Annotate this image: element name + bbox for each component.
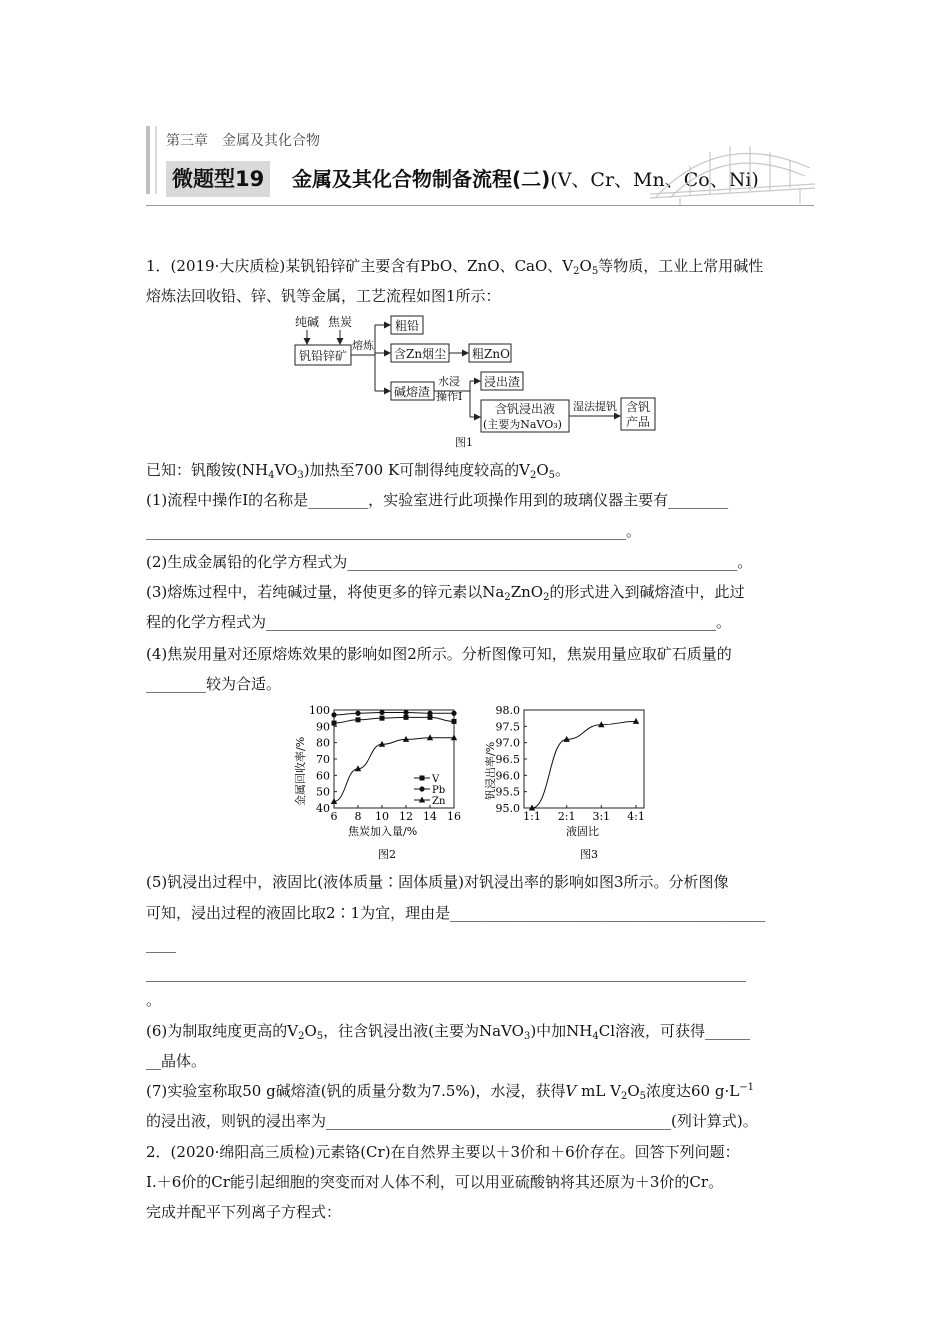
fig2-series-Pb-point (379, 710, 384, 715)
fig2-series-Pb-line (334, 712, 454, 714)
fig2-series-V-point (356, 717, 361, 722)
q1-part3-line1: (3)熔炼过程中，若纯碱过量，将使更多的锌元素以$Na_2ZnO_2$的形式进入到碱熔渣中，此过 (146, 583, 745, 603)
fig2-legend-Zn-label: Zn (432, 796, 446, 807)
fig2-series-Zn-point (451, 734, 457, 740)
header-accent-bar-thin (155, 126, 157, 194)
fig2-ytick-label: 100 (309, 704, 330, 717)
flow-label-crude-pb: 粗铅 (395, 319, 420, 333)
q1-part6-line2: __晶体。 (146, 1052, 207, 1070)
fig2-series-Pb-point (331, 712, 336, 717)
q1-known: 已知：钒酸铵$(NH_4VO_3)$加热至700 K可制得纯度较高的$V_2O_5$。 (146, 461, 571, 481)
fig2-ytick-label: 80 (316, 736, 330, 750)
fig3-series-line (532, 721, 636, 808)
flow-label-wet: 湿法提钒 (573, 400, 617, 413)
fig2-series-V-point (332, 721, 337, 726)
fig2-series-Zn-point (427, 734, 433, 740)
fig2-legend-Pb-marker (419, 786, 424, 791)
page-title-main: 金属及其化合物制备流程(二) (292, 167, 551, 191)
fig2-xtick-label: 12 (399, 810, 413, 823)
q1-part5-line1: (5)钒浸出过程中，液固比(液体质量∶固体质量)对钒浸出率的影响如图3所示。分析图像 (146, 873, 729, 891)
fig2-caption: 图2 (378, 848, 396, 861)
q1-part4-line2: ________较为合适。 (146, 675, 282, 693)
fig2-legend-V-marker (420, 776, 425, 781)
q1-part3-line2: 程的化学方程式为____________________________________________________________。 (146, 613, 732, 631)
fig3-xtick-label: 2:1 (557, 810, 576, 823)
fig3-xtick-label: 3:1 (592, 810, 611, 823)
figure-1-flowchart (290, 312, 660, 452)
flow-label-slag: 碱熔渣 (394, 385, 431, 399)
fig2-ytick-label: 70 (316, 753, 330, 766)
figure-2-chart (290, 700, 470, 865)
q1-part5-line2: 可知，浸出过程的液固比取2∶1为宜，理由是__________________________________________ (146, 904, 766, 922)
q1-part7-line2: 的浸出液，则钒的浸出率为______________________________________________(列计算式)。 (146, 1112, 758, 1130)
fig2-legend-V-label: V (432, 774, 440, 785)
flow-label-liquor: 含钒浸出液 (495, 402, 556, 416)
fig3-ytick-label: 97.0 (495, 736, 520, 750)
q1-part5-line5: 。 (146, 991, 162, 1009)
q1-part5-line4: ________________________________________________________________________________ (146, 964, 746, 982)
flow-label-residue: 浸出渣 (484, 375, 521, 389)
flow-label-liquor-sub: (主要为NaVO₃) (483, 418, 562, 431)
flow-label-product1: 含钒 (626, 400, 651, 414)
fig2-series-Pb-point (355, 711, 360, 716)
q1-part2: (2)生成金属铅的化学方程式为____________________________________________________。 (146, 553, 753, 571)
q1-intro-line1: 1．(2019·大庆质检)某钒铅锌矿主要含有PbO、ZnO、CaO、$V_2O_5$等物质，工业上常用碱性 (146, 257, 764, 277)
page-title-sub: (V、Cr、Mn、Co、Ni) (550, 169, 759, 191)
question-type-tag: 微题型19 (166, 161, 270, 197)
q1-part1-line1: (1)流程中操作Ⅰ的名称是________，实验室进行此项操作用到的玻璃仪器主要有________ (146, 491, 729, 509)
fig2-series-Pb-point (403, 710, 408, 715)
chapter-label: 第三章 金属及其化合物 (166, 133, 320, 149)
flow-input-soda: 纯碱 (295, 315, 320, 329)
flow-label-zn-dust: 含Zn烟尘 (394, 347, 447, 361)
flow-label-smelt: 熔炼 (352, 339, 374, 352)
q2-line3: 完成并配平下列离子方程式： (146, 1203, 342, 1221)
fig2-xtick-label: 10 (375, 810, 389, 823)
fig3-ytick-label: 96.0 (495, 769, 520, 783)
fig2-ytick-label: 90 (316, 720, 330, 734)
header-divider (146, 205, 814, 206)
header-accent-bar (146, 126, 150, 194)
flow-label-operation: 操作Ⅰ (436, 390, 463, 403)
fig2-ytick-label: 60 (316, 769, 330, 783)
fig2-ytick-label: 40 (316, 802, 330, 815)
flow-label-ore: 钒铅锌矿 (299, 349, 348, 363)
fig2-series-Pb-point (451, 711, 456, 716)
fig2-xtick-label: 6 (330, 810, 338, 823)
fig2-series-V-point (380, 716, 385, 721)
fig3-ylabel: 钒浸出率/% (484, 741, 497, 800)
fig2-xlabel: 焦炭加入量/% (348, 825, 418, 838)
fig2-ylabel: 金属回收率/% (294, 736, 307, 806)
fig2-xtick-label: 14 (423, 810, 437, 823)
fig2-series-V-line (334, 717, 454, 723)
q1-part4-line1: (4)焦炭用量对还原熔炼效果的影响如图2所示。分析图像可知，焦炭用量应取矿石质量的 (146, 645, 732, 663)
fig2-ytick-label: 50 (316, 785, 330, 799)
fig3-ytick-label: 95.5 (495, 785, 520, 799)
flow-label-crude-zno: 粗ZnO (472, 347, 510, 361)
fig3-xtick-label: 4:1 (627, 810, 645, 823)
figure-3-chart (480, 700, 660, 865)
fig2-xtick-label: 16 (447, 810, 461, 823)
q2-line2: Ⅰ.＋6价的Cr能引起细胞的突变而对人体不利，可以用亚硫酸钠将其还原为＋3价的Cr。 (146, 1173, 724, 1191)
fig2-series-Pb-point (427, 711, 432, 716)
fig3-ytick-label: 98.0 (495, 704, 520, 717)
fig2-legend-Pb-label: Pb (432, 785, 446, 796)
bridge-illustration (650, 128, 815, 206)
q1-part1-line2: ________________________________________________________________。 (146, 522, 642, 540)
flow-input-coke: 焦炭 (328, 315, 353, 329)
fig2-series-V-point (452, 719, 457, 724)
fig3-series-point (633, 718, 639, 724)
flow-label-leach: 水浸 (438, 375, 460, 388)
fig3-ytick-label: 96.5 (495, 753, 520, 766)
fig3-xtick-label: 1:1 (523, 810, 541, 823)
fig3-ytick-label: 97.5 (495, 720, 520, 734)
fig3-ytick-label: 95.0 (495, 802, 520, 815)
flow-label-product2: 产品 (626, 415, 651, 429)
q1-intro-line2: 熔炼法回收铅、锌、钒等金属，工艺流程如图1所示： (146, 287, 501, 305)
fig3-xlabel: 液固比 (566, 825, 599, 838)
q1-part5-line3: ____ (146, 935, 176, 953)
fig2-series-V-point (404, 715, 409, 720)
q1-part7-line1: (7)实验室称取50 g碱熔渣(钒的质量分数为7.5%)，水浸，获得V mL $V_2O_5$浓度达60 $g\cdot L^{-1}$ (146, 1082, 754, 1102)
fig2-xtick-label: 8 (354, 810, 362, 823)
q1-part6-line1: (6)为制取纯度更高的$V_2O_5$，往含钒浸出液(主要为NaVO$_3$)中加$NH_4Cl$溶液，可获得______ (146, 1022, 751, 1042)
fig3-plot-frame (524, 710, 644, 808)
fig3-caption: 图3 (580, 848, 598, 861)
figure-1-caption: 图1 (455, 436, 473, 449)
q2-line1: 2．(2020·绵阳高三质检)元素铬(Cr)在自然界主要以＋3价和＋6价存在。回答下列问题： (146, 1143, 740, 1161)
